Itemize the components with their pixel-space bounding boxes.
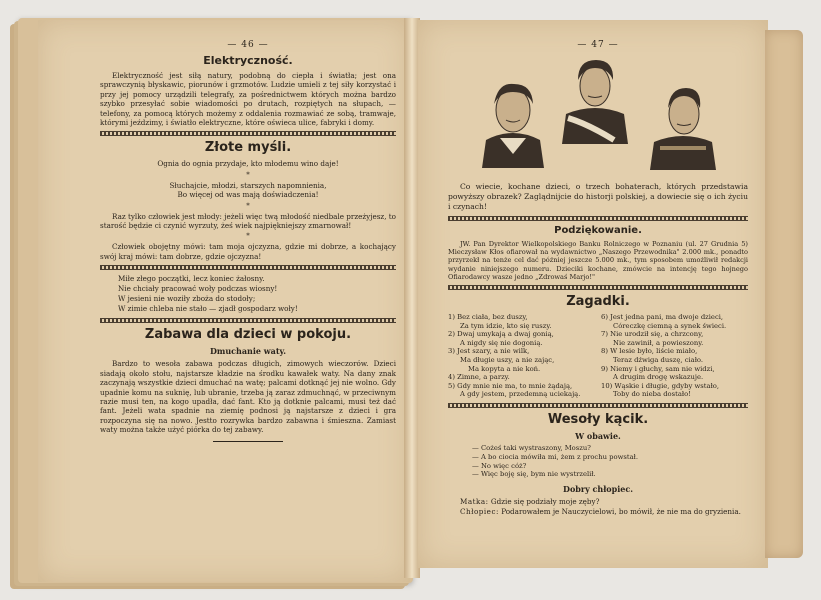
riddle-line: A nigdy się nie dogonią. [460,338,543,347]
riddles-column-right [601,313,748,399]
riddle-line: Ma kopyta a nie koń. [468,364,541,373]
riddle-line: 7) Nie urodził się, a chrzcony, [601,330,704,339]
page-number-left: — 46 — [227,40,269,50]
mother-line: Gdzie się podziały moje zęby? [490,497,600,507]
electricity-paragraph: Elektryczność jest siłą natury, podobną do ciepła i światła; jest ona sprawczynią błyskawic, piorunów i grzmotów. Ludzie umieli z tej siły korzystać i przy jej pomocy urządzili telegrafy, za pośrednictwem których można bardzo szybko przesyłać sobie wiadomości po drutach, rozpiętych na słupach, — telefony, za pomocą których możemy z oddalenia rozmawiać ze sobą, tramwaje, którymi jeździmy, i światło elektryczne, które oświeca ulice, fabryki i domy. [100,71,396,128]
page-edge-right [765,30,803,558]
divider [100,318,396,323]
section-title-electricity: Elektryczność. [203,54,293,67]
right-page [418,20,768,568]
proverbs-block [100,274,396,314]
riddle-line: 3) Jest szary, a nie wilk, [448,347,530,356]
boy-line: Podarowałem je Nauczycielowi, bo mówił, że nie ma do gryzienia. [501,506,741,516]
riddle-line: 4) Zimne, a parzy. [448,373,510,382]
speaker-boy: Chłopiec: [460,506,499,516]
riddle-line: 2) Dwaj umykają a dwaj gonią, [448,330,554,339]
thought-3: Raz tylko człowiek jest młody: jeżeli więc twą młodość niedbale przeżyjesz, to starość będzie ci czynić wyrzuty, żeś wiek najpiękniejszy zmarnował! [100,211,396,231]
page-number-right: — 47 — [577,40,619,50]
riddle-line: Teraz dźwiga duszę, ciało. [613,355,704,364]
left-page [38,20,410,582]
dialogue-line: — No więc cóż? [472,461,527,470]
riddle-line: 5) Gdy mnie nie ma, to mnie żądają, [448,381,573,390]
riddles-block [448,313,748,399]
riddle-line: Córeczkę ciemną a synek świeci. [613,321,727,330]
thought-1: Ognia do ognia przydaje, kto młodemu wino daje! [157,159,339,169]
riddle-line: Nie zawinił, a powieszony. [613,338,704,347]
joke-subtitle-1: W obawie. [575,430,621,441]
joke-2-boy [448,507,748,516]
dialogue-line: — A bo ciocia mówiła mi, żem z prochu powstał. [472,452,639,461]
end-rule [213,441,283,442]
section-title-riddles: Zagadki. [566,294,630,310]
divider [448,216,748,221]
riddle-line: A drugim drogę wskazuje. [613,373,704,382]
proverb-line: W zimie chleba nie stało — zjadł gospodarz woły! [118,304,298,314]
joke-1-dialogue [448,444,748,479]
proverb-line: Nie chciały pracować woły podczas wiosny! [118,284,278,294]
section-title-golden-thoughts: Złote myśli. [204,140,292,156]
thought-4: Człowiek obojętny mówi: tam moja ojczyzna, gdzie mi dobrze, a kochający swój kraj mówi: tam dobrze, gdzie ojczyzna! [100,242,396,261]
proverb-line: W jesieni nie woziły zboża do stodoły; [118,294,256,304]
game-subtitle: Dmuchanie waty. [209,346,287,357]
portraits-illustration [448,52,748,182]
riddle-line: A gdy jestem, przedemną uciekają. [460,390,581,399]
divider [100,265,396,270]
portrait-left [476,74,550,168]
section-title-thanks: Podziękowanie. [554,225,642,236]
divider [448,285,748,290]
section-title-game: Zabawa dla dzieci w pokoju. [144,327,352,343]
portrait-center [558,54,632,144]
riddle-line: 9) Niemy i głuchy, sam nie widzi, [601,364,715,373]
portraits-caption: Co wiecie, kochane dzieci, o trzech bohaterach, których przedstawia powyższy obrazek? Zaglądnijcie do historji polskiej, a dowiecie się o ich życiu i czynach! [448,182,748,211]
riddles-column-left [448,313,595,399]
star-separator: * [246,201,250,210]
thanks-paragraph: JW. Pan Dyrektor Wielkopolskiego Banku Rolniczego w Poznaniu (ul. 27 Grudnia 5) Mieczysław Kłos ofiarował na wydawnictwo „Naszego Przewodnika" 2.000 mk., ponadto przyrzekł na tenże cel dać później jeszcze 5.000 mk., tym sposobem umożliwił redakcji wydanie niniejszego numeru. Dzieciki kochane, zmówcie na intencję tego hojnego Ofiarodawcy wasze jedno „Zdrowaś Marjo!" [448,240,748,281]
dialogue-line: — Cożeś taki wystraszony, Moszu? [472,443,591,452]
game-paragraph: Bardzo to wesoła zabawa podczas długich, zimowych wieczorów. Dzieci siadają około stołu, najstarsze kładzie na środku kawałek waty. Na dany znak zaczynają wszystkie dzieci dmuchać na watę; palcami dotknąć jej nie wolno. Gdy upadnie komu na suknię, lub ubranie, trzeba ją zaraz zdmuchnąć, w przeciwnym razie musi ten, na kogo upadła, dać fant. Kto ją dotknie palcami, musi też dać fant. Jeżeli wata spadnie na ziemię podnosi ją najstarsze z dzieci i gra rozpoczyna się na nowo. Jestto rozrywka bardzo zabawna i śmieszna. Zamiast waty można także użyć piórka do tej zabawy. [100,359,396,435]
star-separator: * [246,170,250,179]
thought-2a: Słuchajcie, młodzi, starszych napomnienia, [169,180,327,190]
joke-2-mother [448,497,748,506]
portrait-right [646,80,720,170]
riddle-line: 8) W lesie było, liście miało, [601,347,698,356]
riddle-line: 10) Wąskie i długie, gdyby wstało, [601,381,720,390]
joke-subtitle-2: Dobry chłopiec. [563,484,633,495]
divider [100,131,396,136]
thought-2b: Bo więcej od was mają doświadczenia! [177,190,319,200]
proverb-line: Miłe złego początki, lecz koniec żałosny. [118,274,265,284]
divider [448,403,748,408]
dialogue-line: — Więc boję się, bym nie wystrzelił. [472,470,596,479]
riddle-line: Za tym idzie, kto się ruszy. [460,321,552,330]
star-separator: * [246,232,250,241]
riddle-line: 6) Jest jedna pani, ma dwoje dzieci, [601,313,724,322]
speaker-mother: Matka: [460,497,489,507]
riddle-line: Toby do nieba dostało! [613,390,691,399]
riddle-line: 1) Bez ciała, bez duszy, [448,313,528,322]
riddle-line: Ma długie uszy, a nie zając, [460,355,555,364]
section-title-funny-corner: Wesoły kącik. [547,411,649,427]
